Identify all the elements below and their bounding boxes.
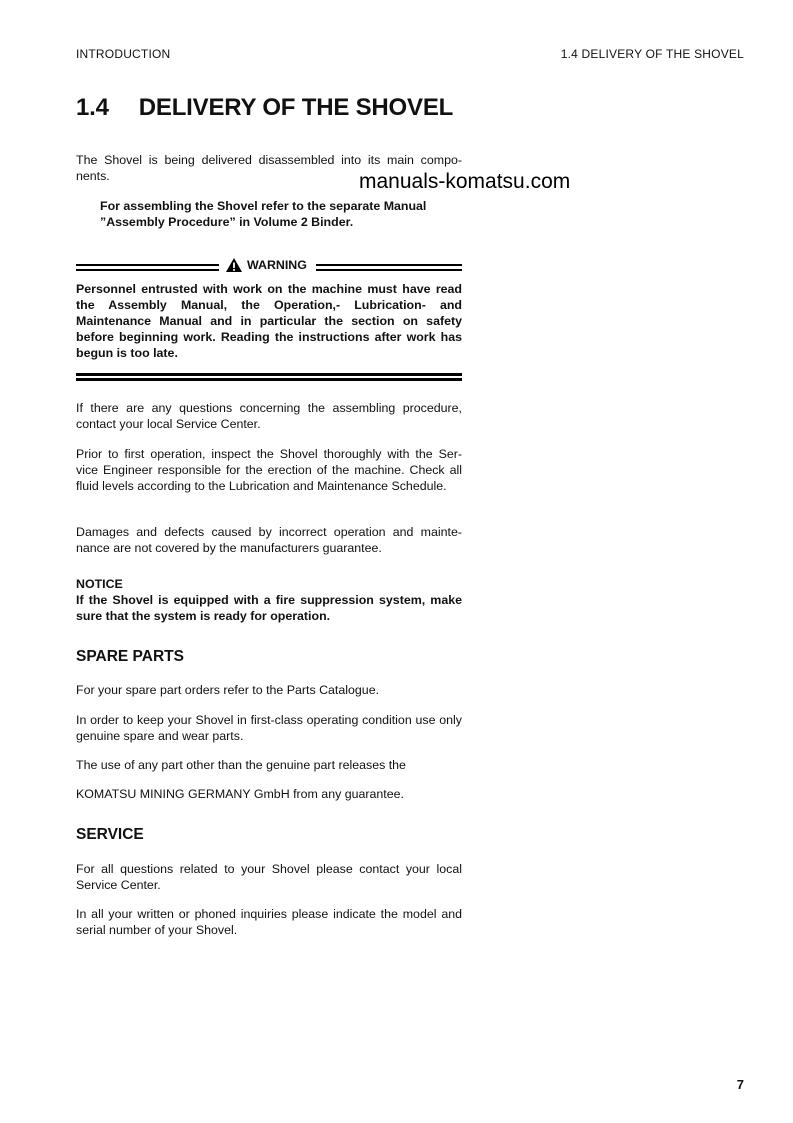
warning-rule-right xyxy=(316,264,462,271)
section-number: 1.4 xyxy=(76,94,109,121)
service-paragraph-2: In all your written or phoned inquiries please indicate the model and serial number of your Shovel. xyxy=(76,907,462,937)
first-operation-paragraph: Prior to first operation, inspect the Shovel thoroughly with the Ser- vice Engineer responsible for the erection of the machine. Check all fluid levels according to the Lubrication and Maintenance Schedule. xyxy=(76,447,462,493)
warning-text: Personnel entrusted with work on the machine must have read the Assembly Manual, the Operation,- Lubrication- and Maintenance Manual and in particular the section on safety before beginning work. Reading the instructions after work has begun is too late. xyxy=(76,282,462,360)
notice-label: NOTICE xyxy=(76,577,123,591)
watermark-text: manuals-komatsu.com xyxy=(359,170,571,193)
service-paragraph-1: For all questions related to your Shovel please contact your local Service Center. xyxy=(76,862,462,892)
damages-paragraph: Damages and defects caused by incorrect operation and mainte- nance are not covered by the manufacturers guarantee. xyxy=(76,525,462,555)
intro-paragraph: The Shovel is being delivered disassembled into its main compo- nents. xyxy=(76,153,462,183)
warning-banner xyxy=(76,256,462,274)
running-header-right: 1.4 DELIVERY OF THE SHOVEL xyxy=(560,47,744,61)
spare-parts-paragraph-1: For your spare part orders refer to the Parts Catalogue. xyxy=(76,683,380,697)
running-header-left: INTRODUCTION xyxy=(76,47,171,61)
section-title: DELIVERY OF THE SHOVEL xyxy=(138,94,454,121)
service-heading: SERVICE xyxy=(76,826,144,843)
warning-label xyxy=(225,256,307,274)
warning-end-rule xyxy=(76,373,462,381)
warning-label-text: WARNING xyxy=(247,258,307,272)
assembly-reference-note: For assembling the Shovel refer to the separate Manual ”Assembly Procedure” in Volume 2 Binder. xyxy=(100,199,427,229)
spare-parts-paragraph-3: The use of any part other than the genuine part releases the xyxy=(76,758,406,772)
spare-parts-heading: SPARE PARTS xyxy=(76,648,184,665)
questions-paragraph: If there are any questions concerning the assembling procedure, contact your local Service Center. xyxy=(76,401,462,431)
spare-parts-paragraph-2: In order to keep your Shovel in first-class operating condition use only genuine spare and wear parts. xyxy=(76,713,462,743)
warning-triangle-icon xyxy=(225,257,243,273)
spare-parts-paragraph-4: KOMATSU MINING GERMANY GmbH from any guarantee. xyxy=(76,787,404,801)
warning-rule-left xyxy=(76,264,219,271)
page-title xyxy=(76,94,453,122)
notice-text: If the Shovel is equipped with a fire suppression system, make sure that the system is ready for operation. xyxy=(76,593,462,623)
page-number: 7 xyxy=(736,1077,744,1092)
